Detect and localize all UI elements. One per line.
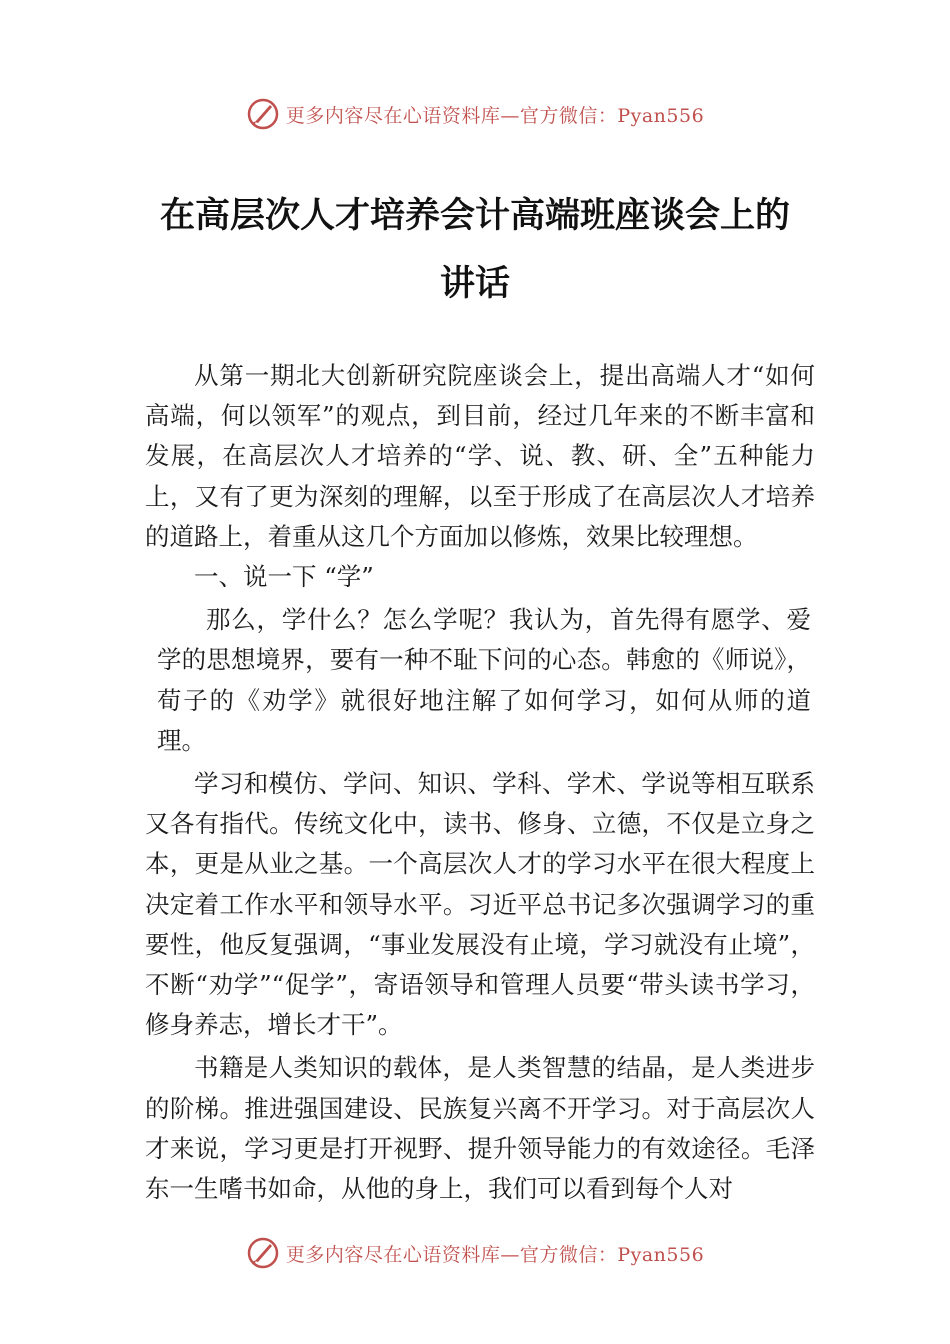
header-banner-text: 更多内容尽在心语资料库—官方微信：Pyan556 <box>285 104 705 127</box>
document-title-line2: 讲话 <box>439 263 510 304</box>
paragraph-what-to-learn: 那么，学什么？怎么学呢？我认为，首先得有愿学、爱学的思想境界，要有一种不耻下问的心态。韩愈的《师说》，荀子的《劝学》就很好地注解了如何学习，如何从师的道理。 <box>157 605 811 755</box>
document-title-line1: 在高层次人才培养会计高端班座谈会上的 <box>159 195 790 236</box>
paragraph-intro: 从第一期北大创新研究院座谈会上，提出高端人才“如何高端，何以领军”的观点，到目前，经过几年来的不断丰富和发展，在高层次人才培养的“学、说、教、研、全”五种能力上，又有了更为深刻的理解，以至于形成了在高层次人才培养的道路上，着重从这几个方面加以修炼，效果比较理想。 <box>145 361 815 551</box>
header-banner <box>0 94 950 134</box>
section-heading: 一、说一下 “学” <box>194 562 374 592</box>
quill-logo-icon <box>246 1236 280 1270</box>
footer-banner-text: 更多内容尽在心语资料库—官方微信：Pyan556 <box>285 1243 705 1266</box>
footer-banner <box>0 1233 950 1273</box>
paragraph-learning-importance: 学习和模仿、学问、知识、学科、学术、学说等相互联系又各有指代。传统文化中，读书、修身、立德，不仅是立身之本，更是从业之基。一个高层次人才的学习水平在很大程度上决定着工作水平和领导水平。习近平总书记多次强调学习的重要性，他反复强调，“事业发展没有止境，学习就没有止境”，不断“劝学”“促学”，寄语领导和管理人员要“带头读书学习，修身养志，增长才干”。 <box>145 769 815 1040</box>
document-body <box>145 356 815 1209</box>
quill-logo-icon <box>246 97 280 131</box>
paragraph-books: 书籍是人类知识的载体，是人类智慧的结晶，是人类进步的阶梯。推进强国建设、民族复兴离不开学习。对于高层次人才来说，学习更是打开视野、提升领导能力的有效途径。毛泽东一生嗜书如命，从他的身上，我们可以看到每个人对 <box>145 1053 815 1204</box>
